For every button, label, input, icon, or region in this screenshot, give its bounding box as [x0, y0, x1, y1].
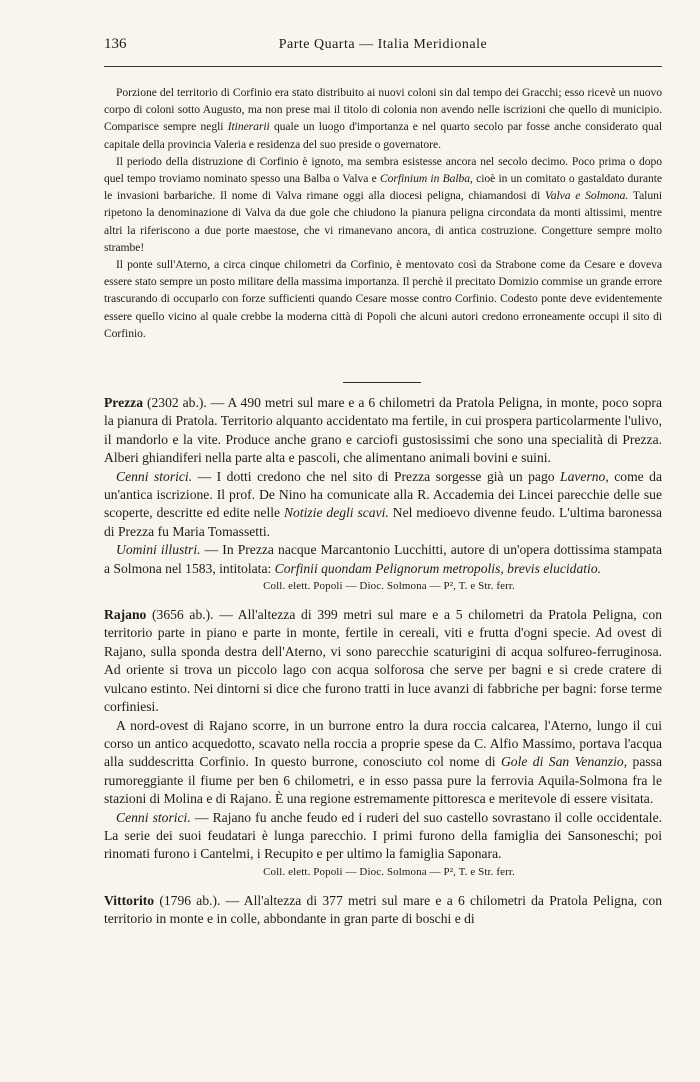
intro-section [104, 84, 662, 342]
admin-line: Coll. elett. Popoli — Dioc. Solmona — P², T. e Str. ferr. [263, 865, 515, 878]
entry-history: Cenni storici. — Rajano fu anche feudo ed i ruderi del suo castello sovrastano il colle occidentale. La serie dei suoi feudatari è lunga parecchio. I primi furono della famiglia dei Sansoneschi; poi rinomati furono i Cantelmi, i Recupito e per ultimo la famiglia Saponara. [104, 809, 662, 862]
place-name: Vittorito [104, 892, 155, 908]
section-divider [343, 382, 421, 383]
section-label: Cenni storici. [116, 468, 193, 484]
intro-paragraph: Il periodo della distruzione di Corfinio è ignoto, ma sembra esistesse ancora nel secolo decimo. Poco prima o dopo quel tempo troviamo nominato spesso una Balba o Valva e Corfinium in Balba, cioè in un comitato o gastaldato durante le invasioni barbariche. Il nome di Valva rimane oggi alla diocesi peligna, chiamandosi di Valva e Solmona. Taluni ripetono la denominazione di Valva da due gole che chiudono la pianura peligna circondata da monti altissimi, mentre altri la riferiscono a due porte maestose, che vi rimanevano ancora, di antica costruzione. Congetture sempre molto strambe! [104, 154, 662, 254]
section-label: Cenni storici. [116, 809, 191, 825]
entry-history: Cenni storici. — I dotti credono che nel sito di Prezza sorgesse già un pago Laverno, come da un'antica iscrizione. Il prof. De Nino ha comunicate alla R. Accademia dei Lincei parecchie delle sue scoperte, descritte ed edite nelle Notizie degli scavi. Nel medioevo divenne feudo. L'ultima baronessa di Prezza fu Maria Tomassetti. [104, 468, 663, 539]
running-header [104, 36, 662, 56]
entry-notables: Uomini illustri. — In Prezza nacque Marcantonio Lucchitti, autore di un'opera dottissima stampata a Solmona nel 1583, intitolata: Corfinii quondam Pelignorum metropolis, brevis elucidatio. [104, 542, 662, 576]
entry-rajano: Rajano (3656 ab.). — All'altezza di 399 metri sul mare e a 5 chilometri da Pratola Peligna, con territorio parte in piano e parte in monte, fertile in cereali, viti e frutta d'ogni specie. Ad ovest di Rajano, sulla sponda destra dell'Aterno, vi sono parecchie scaturigini di acqua solfureo-ferruginosa. Ad oriente si trova un piccolo lago con acqua solforosa che serve per bagni e si crede cratere di vulcano estinto. Nei dintorni si dice che furono tratti in luce avanzi di fabbriche per bagni: forse terme corfiniesi. [104, 607, 662, 715]
intro-paragraph: Il ponte sull'Aterno, a circa cinque chilometri da Corfinio, è mentovato così da Strabone come da Cesare e doveva essere stato sempre un posto militare della massima importanza. Il perchè il precitato Domizio commise un grande errore trascurando di occuparlo con forze sufficienti quando Cesare mosse contro Corfinio. Codesto ponte deve evidentemente essere quello vicino al quale crebbe la moderna città di Popoli che alcuni autori credono erroneamente occupi il sito di Corfinio. [104, 258, 662, 340]
place-name: Prezza [104, 395, 143, 410]
header-rule [104, 66, 662, 67]
entry-paragraph: A nord-ovest di Rajano scorre, in un burrone entro la dura roccia calcarea, l'Aterno, lungo il cui corso un antico acquedotto, scavato nella roccia a proprie spese da C. Alfio Massimo, portava l'acqua alla suddescritta Corfinio. In questo burrone, conosciuto col nome di Gole di San Venanzio, passa rumoreggiante il fiume per ben 6 chilometri, e in esso passa pure la ferrovia Aquila-Solmona fra le stazioni di Molina e di Rajano. È una regione estremamente pittoresca e meritevole di essere visitata. [104, 717, 662, 807]
running-title: Parte Quarta — Italia Meridionale [278, 37, 488, 52]
page-number: 136 [104, 36, 127, 52]
entry-prezza: Prezza (2302 ab.). — A 490 metri sul mare e a 6 chilometri da Pratola Peligna, in monte, poco sopra la pianura di Pratola. Territorio alquanto accidentato ma fertile, in cui prospera particolarmente l'ulivo, il mandorlo e la vite. Produce anche grano e carciofi gustosissimi che sono una specialità di Prezza. Alberi ghiandiferi nella parte alta e pascoli, che alimentano animali bovini e suini. [104, 395, 662, 466]
section-label: Uomini illustri. [116, 542, 201, 558]
gazetteer-entries [104, 394, 662, 929]
intro-paragraph: Porzione del territorio di Corfinio era stato distribuito ai nuovi coloni sin dal tempo dei Gracchi; esso ricevè un nuovo corpo di coloni sotto Augusto, ma non prese mai il titolo di colonia non avendo nelle iscrizioni che quello di municipio. Comparisce sempre negli Itinerarii quale un luogo d'importanza e nel quarto secolo par fosse anche considerato qual capitale della provincia Valeria e residenza del suo preside o governatore. [104, 86, 662, 151]
entry-vittorito: Vittorito (1796 ab.). — All'altezza di 377 metri sul mare e a 6 chilometri da Pratola Peligna, con territorio in monte e in colle, abbondante in gran parte di boschi e di [104, 892, 662, 927]
place-name: Rajano [104, 607, 147, 623]
admin-line: Coll. elett. Popoli — Dioc. Solmona — P², T. e Str. ferr. [263, 580, 515, 593]
